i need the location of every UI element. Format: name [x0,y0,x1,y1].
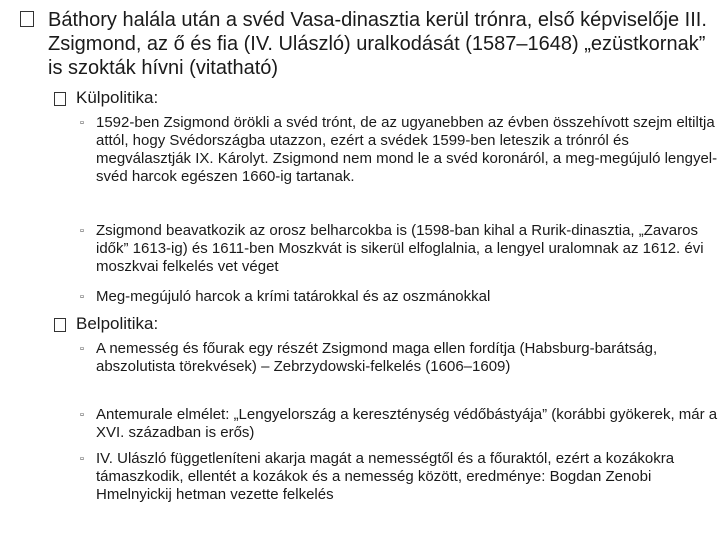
sub-bullet-icon: ▫ [80,117,84,129]
sub-bullet-icon: ▫ [80,225,84,237]
bullet-box-icon [54,318,66,332]
list-item: 1592-ben Zsigmond örökli a svéd trónt, de az ugyanebben az évben összehívott szejm eltiltja attól, hogy Svédországba utazzon, ezért a svédek 1599-ben leteszik a trónról és megválasztják IX. Károlyt. Zsigmond nem mond le a svéd koronáról, a meg-megújuló lengyel-svéd harcok egészen 1660-ig tartanak. [96,114,718,185]
sub-bullet-icon: ▫ [80,343,84,355]
list-item: Meg-megújuló harcok a krími tatárokkal és az oszmánokkal [96,288,491,305]
section-heading-domestic-policy: Belpolitika: [76,314,159,333]
list-item: A nemesség és főurak egy részét Zsigmond maga ellen fordítja (Habsburg-barátság, abszolutista törekvések) – Zebrzydowski-felkelés (1606–1609) [96,340,658,375]
main-bullet-text: Báthory halála után a svéd Vasa-dinasztia kerül trónra, első képviselője III. Zsigmond, az ő és fia (IV. Ulászló) uralkodását (1587–1648) „ezüstkornak” is szokták hívni (vitatható) [48,9,707,79]
list-item: IV. Ulászló függetleníteni akarja magát a nemességtől és a főuraktól, ezért a kozákokra támaszkodik, ellentét a kozákok és a nemesség között, eredménye: Bogdan Zenobi Hmelnyickij hetman vezette felkelés [96,450,675,503]
list-item: Zsigmond beavatkozik az orosz belharcokba is (1598-ban kihal a Rurik-dinasztia, „Zavaros idők” 1613-ig) és 1611-ben Moszkvát is sikerül elfoglalnia, a lengyel uralomnak az 1612. évi moszkvai felkelés vet véget [96,222,704,275]
bullet-box-icon [54,92,66,106]
section-heading-foreign-policy: Külpolitika: [76,88,159,107]
bullet-box-icon [20,11,34,27]
sub-bullet-icon: ▫ [80,291,84,303]
sub-bullet-icon: ▫ [80,409,84,421]
sub-bullet-icon: ▫ [80,453,84,465]
list-item: Antemurale elmélet: „Lengyelország a kereszténység védőbástyája” (korábbi gyökerek, már a XVI. században is erős) [96,406,718,441]
